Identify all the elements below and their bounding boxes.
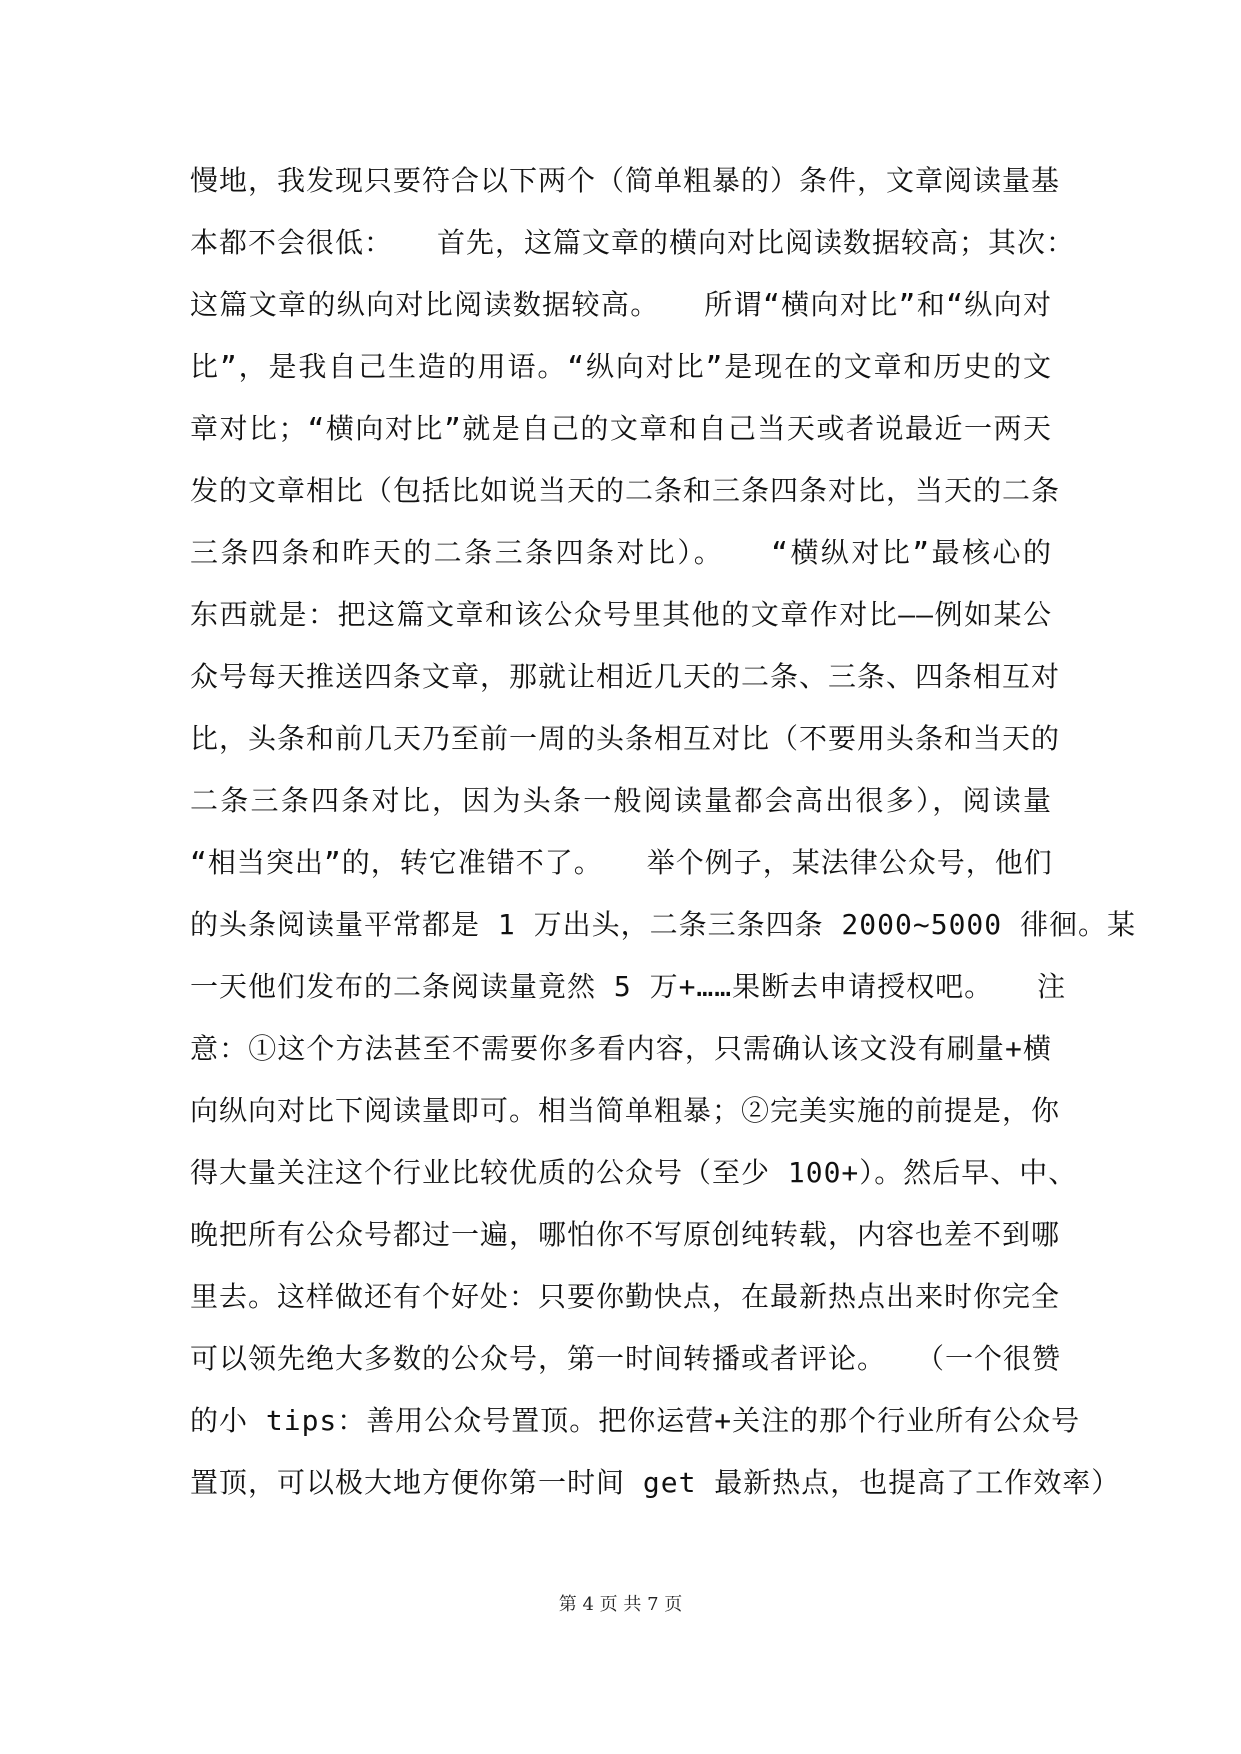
text-line: 可以领先绝大多数的公众号，第一时间转播或者评论。 （一个很赞 (190, 1342, 1062, 1375)
text-line: 众号每天推送四条文章，那就让相近几天的二条、三条、四条相互对 (190, 660, 1061, 693)
text-line: 里去。这样做还有个好处：只要你勤快点，在最新热点出来时你完全 (190, 1280, 1061, 1313)
text-line: 二条三条四条对比，因为头条一般阅读量都会高出很多），阅读量 (190, 784, 1052, 817)
text-line: 向纵向对比下阅读量即可。相当简单粗暴；②完美实施的前提是，你 (190, 1094, 1061, 1127)
text-line: 慢地，我发现只要符合以下两个（简单粗暴的）条件，文章阅读量基 (190, 164, 1061, 197)
body-text (190, 150, 1137, 1514)
text-line: 这篇文章的纵向对比阅读数据较高。 所谓“横向对比”和“纵向对 (190, 288, 1052, 321)
text-line: 比，头条和前几天乃至前一周的头条相互对比（不要用头条和当天的 (190, 722, 1061, 755)
text-line: 东西就是：把这篇文章和该公众号里其他的文章作对比——例如某公 (190, 598, 1052, 631)
text-line: 晚把所有公众号都过一遍，哪怕你不写原创纯转载，内容也差不到哪 (190, 1218, 1061, 1251)
text-line: 一天他们发布的二条阅读量竟然 5 万+……果断去申请授权吧。 注 (190, 970, 1067, 1003)
text-line: 置顶，可以极大地方便你第一时间 get 最新热点，也提高了工作效率） (190, 1466, 1121, 1499)
text-line: 的小 tips：善用公众号置顶。把你运营+关注的那个行业所有公众号 (190, 1404, 1081, 1437)
text-line: 意：①这个方法甚至不需要你多看内容，只需确认该文没有刷量+横 (190, 1032, 1052, 1065)
text-line: 比”，是我自己生造的用语。“纵向对比”是现在的文章和历史的文 (190, 350, 1052, 383)
text-line: 得大量关注这个行业比较优质的公众号（至少 100+）。然后早、中、 (190, 1156, 1078, 1189)
page-number-footer: 第 4 页 共 7 页 (558, 1594, 683, 1615)
text-line: “相当突出”的，转它准错不了。 举个例子，某法律公众号，他们 (190, 846, 1053, 879)
text-line: 发的文章相比（包括比如说当天的二条和三条四条对比，当天的二条 (190, 474, 1061, 507)
text-line: 三条四条和昨天的二条三条四条对比）。 “横纵对比”最核心的 (190, 536, 1052, 569)
text-line: 章对比；“横向对比”就是自己的文章和自己当天或者说最近一两天 (190, 412, 1052, 445)
text-line: 的头条阅读量平常都是 1 万出头，二条三条四条 2000~5000 徘徊。某 (190, 908, 1137, 941)
text-line: 本都不会很低： 首先，这篇文章的横向对比阅读数据较高；其次： (190, 226, 1076, 259)
